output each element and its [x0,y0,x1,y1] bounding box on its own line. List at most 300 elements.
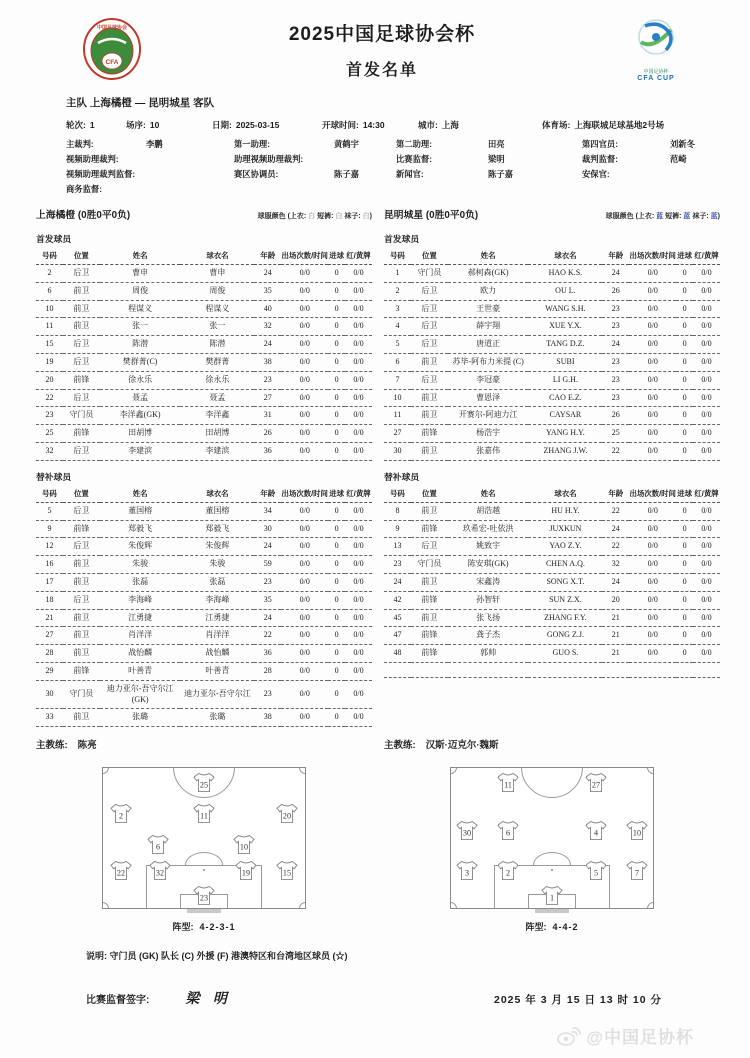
cell: 26 [602,407,629,425]
table-row [384,645,720,663]
cell: 0 [328,662,345,680]
official-label: 第二助理: [396,139,432,149]
cell: 0/0 [693,573,720,591]
info-value: 2025-03-15 [235,120,280,130]
cell: 0/0 [281,353,328,371]
cell: 薛宇翔 [448,318,529,336]
official-label: 赛区协调员: [234,169,279,179]
cell: 田胡博 [180,425,254,443]
penalty-spot [203,869,205,871]
corner-arc [102,902,109,909]
home-kit-colors [258,211,372,221]
corner-arc [450,902,457,909]
table-row [384,318,720,336]
cell: WANG S.H. [528,300,602,318]
cell: 郑毅飞 [100,520,181,538]
official-pair [396,152,582,167]
cell: 0/0 [281,556,328,574]
cell: 宋鑫涛 [448,573,529,591]
cell: 48 [384,645,411,663]
table-row [36,538,372,556]
column-header: 红/黄牌 [693,248,720,265]
info-value: 上海联城足球基地2号场 [574,120,665,130]
cell: 0/0 [345,573,372,591]
penalty-arc [533,852,571,865]
away-formation-diagram [450,767,654,933]
column-header: 号码 [384,248,411,265]
cell: 守门员 [63,680,100,709]
player-shirt-icon [193,772,216,798]
info-label: 轮次: [66,120,86,130]
official-value: 刘新冬 [670,139,695,149]
match-info-pair [418,119,542,131]
cell: 张璐 [180,709,254,727]
cell: 2 [36,265,63,283]
title-block [144,19,620,80]
cfa-cup-cn-text: 中国足协杯 [643,69,669,75]
cell: 0 [676,520,693,538]
badge-cfa-text: CFA [105,59,119,66]
cell: 42 [384,591,411,609]
kit-color-value: 白 [306,213,316,220]
cell: 朱骏 [180,556,254,574]
player-shirt-icon [585,820,608,846]
cell: 0/0 [345,318,372,336]
table-row [384,520,720,538]
cell: 徐永乐 [180,371,254,389]
cell: 5 [36,502,63,520]
cell: 0/0 [345,265,372,283]
match-officials [66,137,720,197]
cell: 张一 [180,318,254,336]
cell: 前卫 [63,627,100,645]
table-row [384,371,720,389]
away-formation-line [450,920,654,933]
cell [693,662,720,677]
cell: 0 [328,627,345,645]
cell: 0/0 [281,336,328,354]
player-shirt-icon [110,803,133,829]
corner-arc [647,767,654,774]
svg-text:27: 27 [592,780,601,790]
goal-bar [535,909,569,913]
cell: 9 [36,520,63,538]
cell: 0 [328,573,345,591]
cell: YANG H.Y. [528,425,602,443]
cell: 32 [254,318,281,336]
cell: SONG X.T. [528,573,602,591]
match-info-pair [322,119,418,131]
svg-text:7: 7 [634,868,639,878]
cell: 0/0 [693,442,720,460]
cell: 0/0 [345,371,372,389]
match-info-row [66,119,720,131]
cell: 0 [328,556,345,574]
official-label: 视频助理裁判: [66,154,119,164]
kit-color-value: 蓝 [654,213,664,220]
official-pair [582,167,720,182]
cell: 0/0 [629,573,676,591]
cell: 0/0 [281,662,328,680]
corner-arc [102,767,109,774]
cell: 0 [676,353,693,371]
cell: JUXKUN [528,520,602,538]
cell: 0/0 [281,300,328,318]
officials-row [66,182,720,197]
corner-arc [299,902,306,909]
cell: 前卫 [63,609,100,627]
cell: 前卫 [411,407,448,425]
cell: 后卫 [63,353,100,371]
cell: 0/0 [693,407,720,425]
player-shirt-icon [275,860,298,886]
cell: 朱俊辉 [100,538,181,556]
cell: 曹恩泽 [448,389,529,407]
cell: 0 [676,591,693,609]
home-starters-label: 首发球员 [36,234,72,244]
cell: 0/0 [693,645,720,663]
table-row [384,591,720,609]
cell: 30 [36,680,63,709]
match-info-pair [126,119,212,131]
cell: 0/0 [693,300,720,318]
away-pitch [450,767,654,909]
cell: 10 [384,389,411,407]
cell: 李海峰 [180,591,254,609]
cell: 0/0 [629,609,676,627]
official-pair [234,137,396,152]
column-header: 球衣名 [180,248,254,265]
cell: 0 [328,336,345,354]
cell: 前卫 [411,609,448,627]
cell: 前卫 [63,318,100,336]
cell: 0/0 [345,591,372,609]
cell: 21 [602,609,629,627]
info-label: 场序: [126,120,146,130]
official-label: 新闻官: [396,169,424,179]
cell: 李建滨 [100,442,181,460]
kit-color-value: 蓝 [708,213,718,220]
cell: 郑毅飞 [180,520,254,538]
legend-note: 说明: 守门员 (GK) 队长 (C) 外援 (F) 港澳特区和台湾地区球员 (☆) [86,951,348,962]
cell: 0 [676,502,693,520]
cell: 24 [602,265,629,283]
cell: 45 [384,609,411,627]
cell: 0/0 [281,645,328,663]
home-coach-label: 主教练: [36,740,68,752]
away-subs-table [384,486,720,678]
cell: 前锋 [411,645,448,663]
cell: 34 [254,502,281,520]
column-header: 年龄 [602,248,629,265]
svg-text:23: 23 [199,893,209,903]
column-header: 球衣名 [528,248,602,265]
official-pair [582,137,720,152]
cell: 0/0 [629,520,676,538]
svg-text:20: 20 [282,810,291,820]
svg-text:30: 30 [463,827,472,837]
cell: 0/0 [345,662,372,680]
cell: 李冠豪 [448,371,529,389]
cell: 0/0 [281,609,328,627]
cell: 肖洋洋 [100,627,181,645]
column-header: 姓名 [448,486,529,503]
cell [676,662,693,677]
cell: 后卫 [411,538,448,556]
column-header: 球衣名 [528,486,602,503]
official-pair [66,167,234,182]
official-label: 助理视频助理裁判: [234,154,304,164]
cell: 0/0 [693,609,720,627]
table-row [36,282,372,300]
column-header: 球衣名 [180,486,254,503]
cell: 0 [328,300,345,318]
cell: GONG Z.J. [528,627,602,645]
document-header [36,14,720,82]
kit-label: 球服颜色 (上衣: [257,213,307,220]
cell: 郝柯森(GK) [448,265,529,283]
cell: 杨浩宇 [448,425,529,443]
cell [602,662,629,677]
match-info-pair [542,119,664,131]
cell: 李洋鑫 [180,407,254,425]
cell: 0/0 [693,591,720,609]
cell: 21 [602,627,629,645]
player-shirt-icon [585,860,608,886]
cell: 15 [36,336,63,354]
cell: 前卫 [63,645,100,663]
cell: 后卫 [63,442,100,460]
cell: 24 [384,573,411,591]
badge-arc-text: 中国足球协会 [96,25,128,31]
officials-row [66,137,720,152]
cell: 0/0 [629,300,676,318]
table-row [36,353,372,371]
cell: 周俊 [180,282,254,300]
svg-text:3: 3 [465,868,470,878]
table-row [36,627,372,645]
away-team-header [384,207,720,221]
table-row [36,265,372,283]
official-value: 陈子嘉 [488,169,513,179]
cell: 23 [602,353,629,371]
table-row [36,442,372,460]
home-coach-name: 陈亮 [77,740,97,752]
away-coach-line [384,727,720,751]
player-shirt-icon [110,860,133,886]
cell: 0/0 [629,442,676,460]
column-header: 号码 [36,486,63,503]
official-pair [396,137,582,152]
cell: 38 [254,709,281,727]
cell: CAYSAR [528,407,602,425]
svg-text:2: 2 [505,868,510,878]
table-row [384,627,720,645]
cell: 0 [676,389,693,407]
official-pair [66,152,234,167]
cell: 0/0 [629,371,676,389]
cell: 0 [328,407,345,425]
cell: 0 [676,407,693,425]
cell: 0/0 [693,389,720,407]
cell: 0/0 [345,407,372,425]
cell: 6 [384,353,411,371]
table-row [384,502,720,520]
cell: 前卫 [411,502,448,520]
cell: 张一 [100,318,181,336]
svg-text:11: 11 [200,810,208,820]
kit-label: 袜子: [342,213,361,220]
cell: 0/0 [693,520,720,538]
cell: 0 [328,591,345,609]
cell: 0 [676,573,693,591]
cell: 20 [36,371,63,389]
cell: 0/0 [629,591,676,609]
home-formation-line [102,920,306,933]
svg-text:11: 11 [503,780,512,790]
cell: 0 [328,389,345,407]
cell: 后卫 [411,300,448,318]
home-team-header [36,207,372,221]
cell: 23 [602,318,629,336]
cell: 35 [254,591,281,609]
cell: 0/0 [345,627,372,645]
cell: 12 [36,538,63,556]
home-coach-line [36,727,372,751]
cell: 0/0 [281,538,328,556]
cell: 周俊 [100,282,181,300]
official-pair [66,182,234,197]
official-label: 商务监督: [66,184,102,194]
player-shirt-icon [148,860,171,886]
cell: 0/0 [629,538,676,556]
away-kit-colors [606,211,720,221]
cell: 24 [602,573,629,591]
cell: 24 [254,538,281,556]
cell: CAO E.Z. [528,389,602,407]
svg-text:22: 22 [117,868,126,878]
cell: 0/0 [281,520,328,538]
cell: 0/0 [281,502,328,520]
cell: 郭帅 [448,645,529,663]
kit-color-value: 白 [360,213,370,220]
cell: 0/0 [629,627,676,645]
table-row [36,645,372,663]
cell: 唐道正 [448,336,529,354]
cell: 0/0 [693,265,720,283]
cell: HU H.Y. [528,502,602,520]
cell: 李海峰 [100,591,181,609]
cell: 0/0 [693,425,720,443]
signature-datetime: 2025 年 3 月 15 日 13 时 10 分 [494,994,662,1007]
team-columns [36,207,720,933]
cell: HAO K.S. [528,265,602,283]
official-pair [66,137,234,152]
cfa-badge-logo [80,17,144,81]
away-starters-label: 首发球员 [384,234,420,244]
cell: 龚子杰 [448,627,529,645]
table-row [384,556,720,574]
cell: 0 [328,680,345,709]
cell: 33 [36,709,63,727]
cell: 9 [384,520,411,538]
cell: 王世豪 [448,300,529,318]
cell: 0/0 [345,502,372,520]
cell: 30 [384,442,411,460]
cell: 23 [602,371,629,389]
cell: 江勇捷 [100,609,181,627]
cell: LI G.H. [528,371,602,389]
cell: 23 [602,389,629,407]
cell: 21 [602,645,629,663]
cell: 0/0 [281,627,328,645]
cell: 0/0 [629,318,676,336]
cell: 0/0 [281,389,328,407]
svg-text:10: 10 [240,841,249,851]
kit-color-value: 白 [333,213,343,220]
cell: 聂孟 [100,389,181,407]
away-team-name: 昆明城星 (0胜0平0负) [384,210,479,221]
cell: 22 [602,442,629,460]
cell: ZHANG F.Y. [528,609,602,627]
cell: 2 [384,282,411,300]
column-header: 进球 [676,486,693,503]
cell: 陈潜 [180,336,254,354]
cell: 0/0 [345,282,372,300]
cell: 迪力亚尔-吾守尔江(GK) [100,680,181,709]
away-team-column [384,207,720,933]
official-value: 李鹏 [146,139,163,149]
official-label: 第四官员: [582,139,618,149]
cell: 0/0 [281,371,328,389]
cell: 后卫 [63,265,100,283]
cell: 曹申 [100,265,181,283]
cell: 27 [384,425,411,443]
cell: 36 [254,442,281,460]
home-formation-value: 4-2-3-1 [199,922,236,933]
column-header: 出场次数/时间 [281,486,328,503]
kit-label: 球服颜色 (上衣: [605,213,655,220]
cell: 前卫 [63,282,100,300]
cell: 聂孟 [180,389,254,407]
watermark [557,1023,694,1048]
cell: 0/0 [693,502,720,520]
cell: 29 [36,662,63,680]
official-value: 范崎 [670,154,687,164]
cell: ZHANG J.W. [528,442,602,460]
cell: 0/0 [281,318,328,336]
cell: 0 [676,318,693,336]
svg-text:2: 2 [119,810,124,820]
kit-color-value: 蓝 [681,213,691,220]
watermark-text: @中国足协杯 [586,1028,694,1047]
cell: 0/0 [281,265,328,283]
official-value: 田亮 [488,139,505,149]
cell: 前锋 [411,591,448,609]
page-subtitle: 首发名单 [345,61,418,79]
cell [528,662,602,677]
cell: 程谋义 [100,300,181,318]
cell: YAO Z.Y. [528,538,602,556]
cell: 守门员 [63,407,100,425]
cell: 前卫 [63,709,100,727]
cell: 战怡麟 [180,645,254,663]
cell: 陈安琪(GK) [448,556,529,574]
official-value: 黄鹤宇 [334,139,359,149]
table-row [36,573,372,591]
cell: 13 [384,538,411,556]
cell: 0 [328,520,345,538]
